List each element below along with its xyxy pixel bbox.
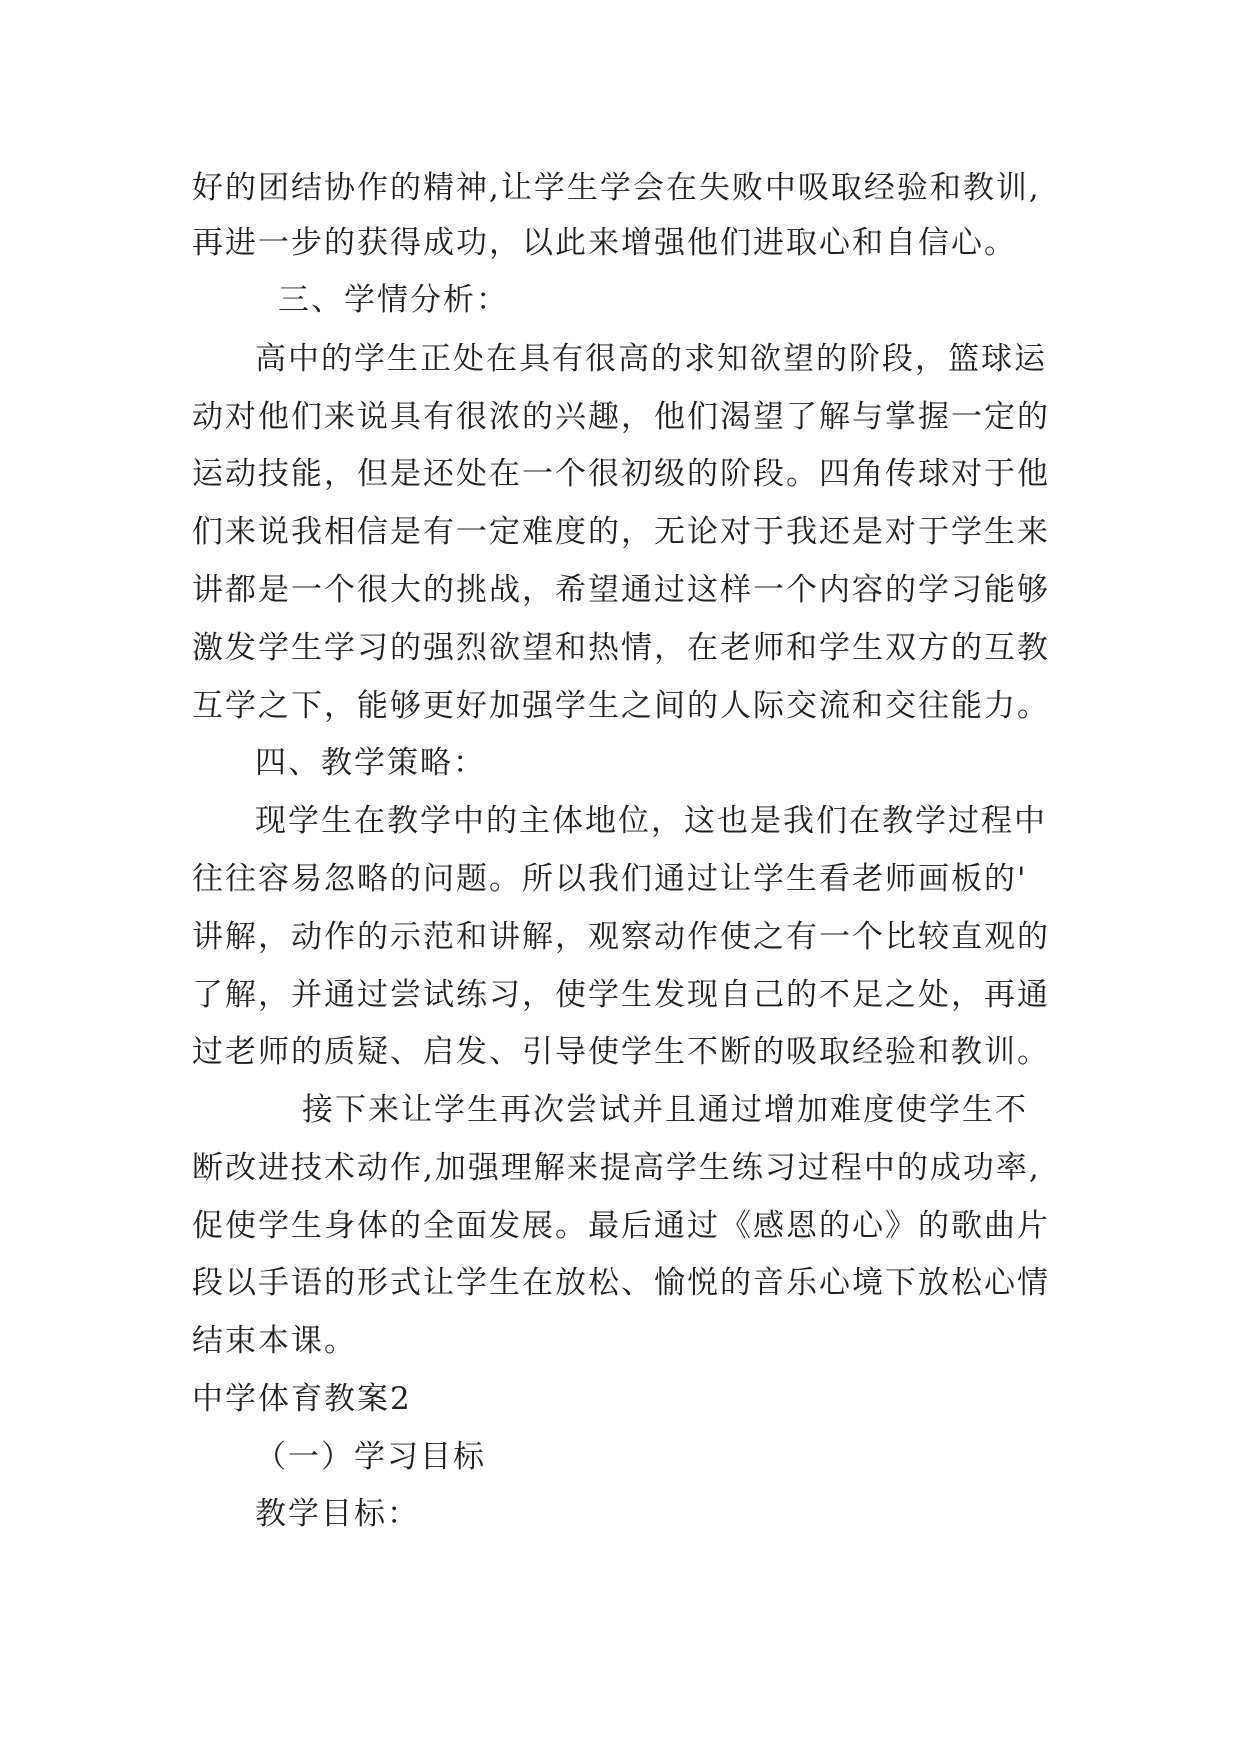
text-line: 讲解，动作的示范和讲解，观察动作使之有一个比较直观的 [192,919,1050,955]
text-line: 了解，并通过尝试练习，使学生发现自己的不足之处，再通 [192,977,1050,1013]
section-heading: （一）学习目标 [255,1439,486,1475]
text-line: 再进一步的获得成功，以此来增强他们进取心和自信心。 [192,225,1017,261]
section-heading: 三、学情分析： [278,282,509,318]
text-line: 激发学生学习的强烈欲望和热情，在老师和学生双方的互教 [192,630,1050,666]
document-heading: 中学体育教案2 [192,1381,412,1417]
text-line: 接下来让学生再次尝试并且通过增加难度使学生不 [302,1092,1028,1128]
text-line: 高中的学生正处在具有很高的求知欲望的阶段，篮球运 [255,341,1047,377]
text-line: 讲都是一个很大的挑战，希望通过这样一个内容的学习能够 [192,572,1050,608]
text-line: 促使学生身体的全面发展。最后通过《感恩的心》的歌曲片 [192,1208,1050,1244]
text-line: 过老师的质疑、启发、引导使学生不断的吸取经验和教训。 [192,1034,1050,1070]
text-line: 断改进技术动作,加强理解来提高学生练习过程中的成功率, [192,1150,1041,1186]
text-line: 好的团结协作的精神,让学生学会在失败中吸取经验和教训, [192,170,1041,206]
text-line: 段以手语的形式让学生在放松、愉悦的音乐心境下放松心情 [192,1265,1050,1301]
section-heading: 四、教学策略： [255,745,486,781]
text-line: 往往容易忽略的问题。所以我们通过让学生看老师画板的' [192,861,1028,897]
text-line: 动对他们来说具有很浓的兴趣，他们渴望了解与掌握一定的 [192,399,1050,435]
section-heading: 教学目标： [255,1496,420,1532]
text-line: 现学生在教学中的主体地位，这也是我们在教学过程中 [255,803,1047,839]
text-line: 结束本课。 [192,1323,357,1359]
text-line: 们来说我相信是有一定难度的，无论对于我还是对于学生来 [192,514,1050,550]
text-line: 运动技能，但是还处在一个很初级的阶段。四角传球对于他 [192,456,1050,492]
text-line: 互学之下，能够更好加强学生之间的人际交流和交往能力。 [192,688,1050,724]
